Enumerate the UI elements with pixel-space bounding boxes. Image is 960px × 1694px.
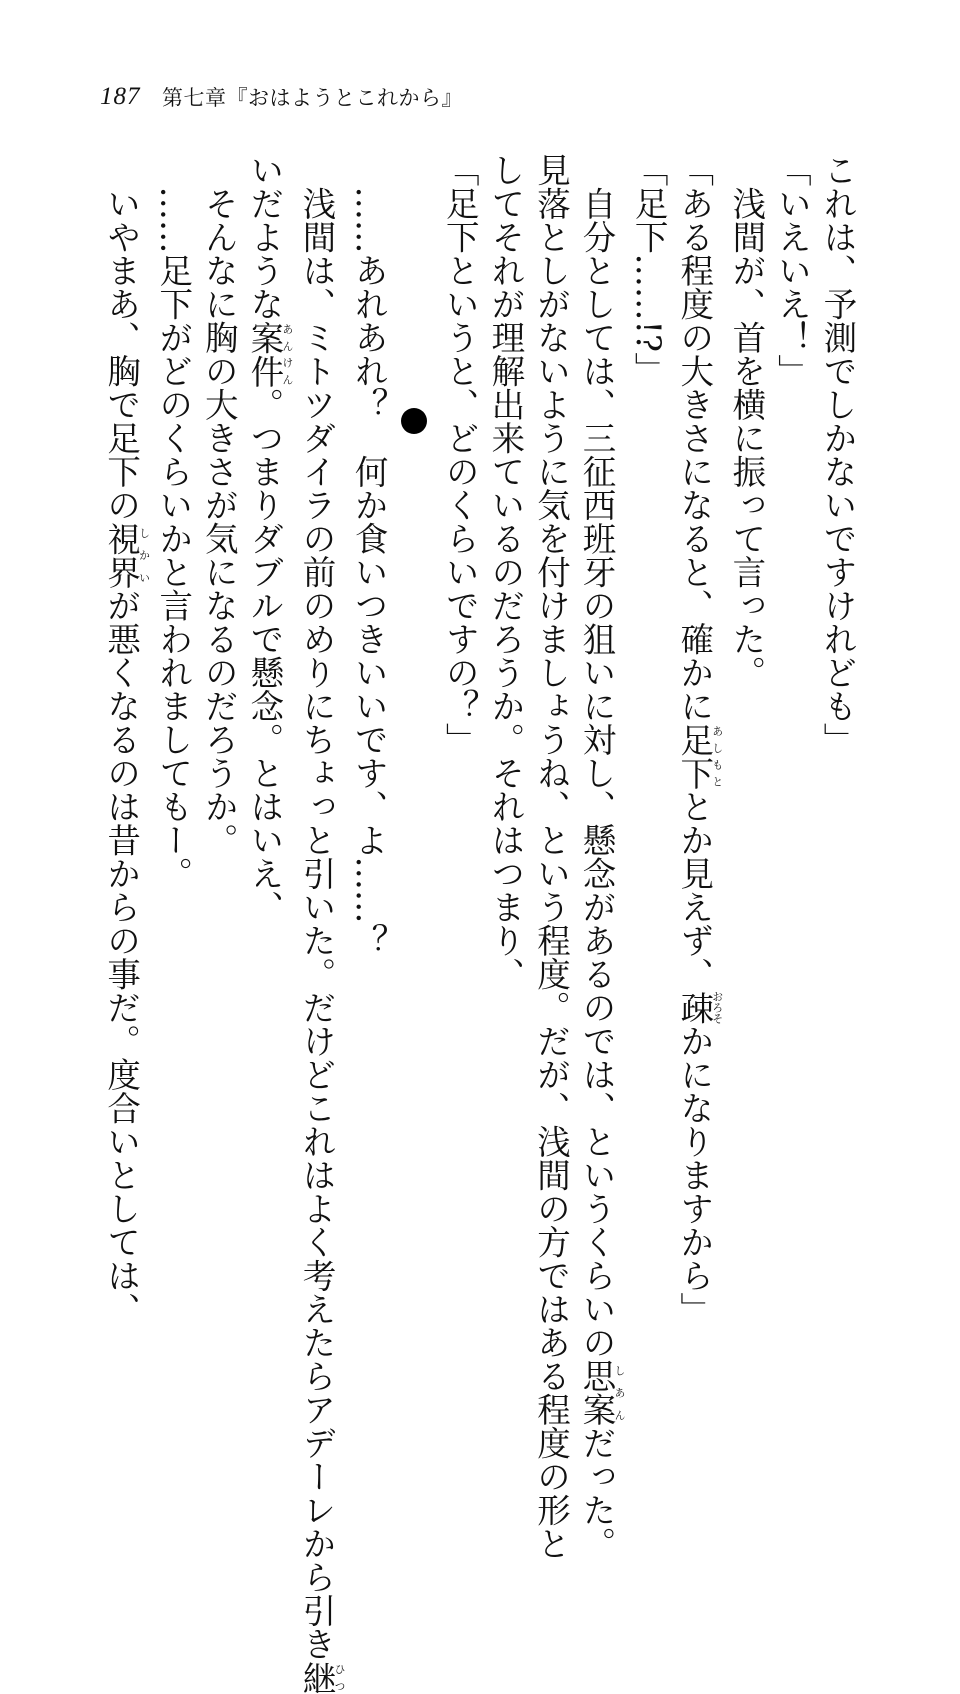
ruby-base: 思案 [577, 1359, 616, 1426]
text-line: してそれが理解出来ているのだろうか。それはつまり、 [482, 153, 528, 1293]
ruby-reading: しかい [138, 522, 151, 589]
ruby-base: 視界 [102, 522, 141, 589]
text-segment: いやまあ、胸で足下の [102, 153, 141, 522]
text-segment: 浅間は、ミトツダイラの前のめりにちょっと引いた。だけどこれはよく考えたらアデーレから引き [297, 153, 336, 1661]
ruby-base: 足下 [675, 723, 714, 790]
text-segment: いだような [245, 153, 284, 321]
text-line: ……足下がどのくらいかと言われましてもー。 [150, 153, 196, 1293]
text-line [293, 153, 345, 1293]
ruby-reading: あんけん [281, 321, 294, 388]
text-line [573, 153, 625, 1293]
text-segment: かになりますから」 [675, 1024, 714, 1326]
ruby-base: 案件 [245, 321, 284, 388]
ruby-word [675, 723, 714, 790]
ruby-reading: ひつ [333, 1661, 346, 1694]
text-line [241, 153, 293, 1293]
ruby-base: 継 [297, 1661, 336, 1694]
text-segment: 。つまりダブルで懸念。とはいえ、 [245, 388, 284, 924]
scene-break-dot [401, 408, 427, 434]
ruby-word [675, 991, 714, 1025]
ruby-word [297, 1661, 336, 1694]
text-line [671, 153, 723, 1293]
ruby-reading: しあん [613, 1359, 626, 1426]
text-line: そんなに胸の大きさが気になるのだろうか。 [196, 153, 242, 1293]
chapter-title: 第七章『おはようとこれから』 [162, 84, 463, 112]
ruby-word [577, 1359, 616, 1426]
text-segment: 「ある程度の大きさになると、確かに [675, 153, 714, 723]
text-segment: が悪くなるのは昔からの事だ。度合いとしては、 [102, 589, 141, 1326]
text-line: これは、予測でしかないですけれども」 [814, 153, 860, 1293]
text-line: 浅間が、首を横に振って言った。 [723, 153, 769, 1293]
text-segment: だった。 [577, 1426, 616, 1560]
blank-line [391, 153, 437, 187]
text-segment: とか見えず、 [675, 790, 714, 991]
text-line: 「足下というと、どのくらいですの？」 [437, 153, 483, 1293]
ruby-word [102, 522, 141, 589]
text-line: 「いえいえ！」 [769, 153, 815, 1293]
text-line: 「足下……!?」 [626, 153, 672, 1293]
ruby-base: 疎 [675, 991, 714, 1025]
text-line: 見落としがないように気を付けましょうね、という程度。だが、浅間の方ではある程度の形と [528, 153, 574, 1293]
ruby-word [245, 321, 284, 388]
ruby-reading: おろそ [711, 991, 724, 1025]
page-number: 187 [100, 82, 141, 112]
ruby-reading: あしもと [711, 723, 724, 790]
text-segment: 自分としては、三征西班牙の狙いに対し、懸念があるのでは、というくらいの [577, 153, 616, 1359]
text-line [98, 153, 150, 1293]
body-text [140, 153, 860, 1293]
text-line: ……あれあれ？ 何か食いつきいいです、よ……？ [345, 153, 391, 1293]
